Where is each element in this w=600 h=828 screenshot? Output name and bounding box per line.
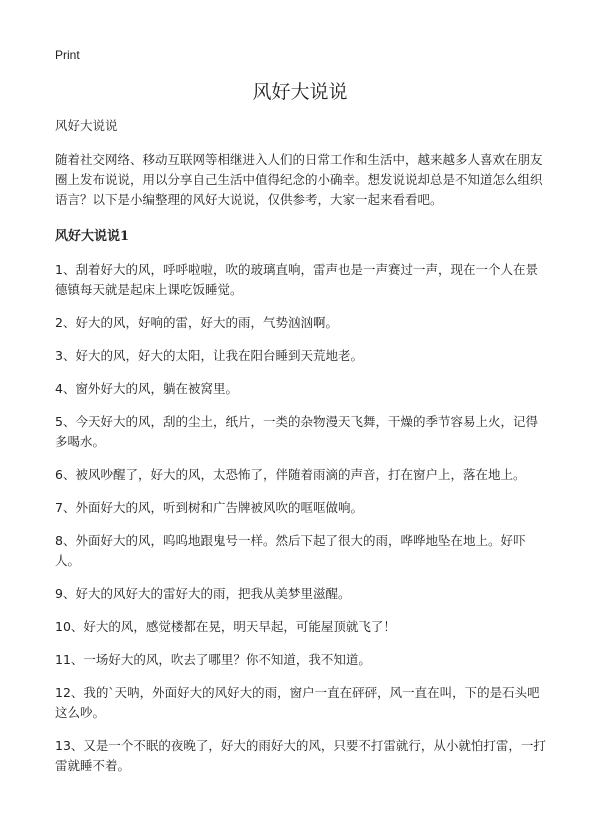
list-item: 5、今天好大的风，刮的尘土，纸片，一类的杂物漫天飞舞，干燥的季节容易上火，记得多喝水。 [55,414,538,449]
list-item: 10、好大的风，感觉楼都在晃，明天早起，可能屋顶就飞了！ [55,619,396,634]
list-item: 13、又是一个不眠的夜晚了，好大的雨好大的风，只要不打雷就行，从小就怕打雷，一打雷就睡不着。 [55,738,546,773]
article-subtitle: 风好大说说 [55,118,118,133]
page-title: 风好大说说 [252,81,348,103]
list-item: 8、外面好大的风，呜呜地跟鬼号一样。然后下起了很大的雨，哗哗地坠在地上。好吓人。 [55,533,526,568]
list-item: 3、好大的风，好大的太阳，让我在阳台睡到天荒地老。 [55,348,363,363]
list-item: 11、一场好大的风，吹去了哪里？你不知道，我不知道。 [55,652,371,667]
article-body [55,116,550,789]
intro-paragraph: 随着社交网络、移动互联网等相继进入人们的日常工作和生活中，越来越多人喜欢在朋友圈上发布说说，用以分享自己生活中值得纪念的小确幸。想发说说却总是不知道怎么组织语言？以下是小编整理的风好大说说，仅供参考，大家一起来看看吧。 [55,152,543,207]
section-heading: 风好大说说1 [55,229,130,244]
list-item: 6、被风吵醒了，好大的风，太恐怖了，伴随着雨滴的声音，打在窗户上，落在地上。 [55,467,526,482]
print-link[interactable]: Print [55,48,80,62]
list-item: 9、好大的风好大的雷好大的雨，把我从美梦里滋醒。 [55,586,351,601]
list-item: 2、好大的风，好响的雷，好大的雨，气势汹汹啊。 [55,315,338,330]
list-item: 12、我的`天呐，外面好大的风好大的雨，窗户一直在砰砰，风一直在叫，下的是石头吧这么吵。 [55,685,540,720]
list-item: 4、窗外好大的风，躺在被窝里。 [55,381,238,396]
list-item: 1、刮着好大的风，呼呼啦啦，吹的玻璃直响，雷声也是一声赛过一声，现在一个人在景德镇每天就是起床上课吃饭睡觉。 [55,262,538,297]
list-item: 7、外面好大的风，听到树和广告牌被风吹的哐哐做响。 [55,500,363,515]
